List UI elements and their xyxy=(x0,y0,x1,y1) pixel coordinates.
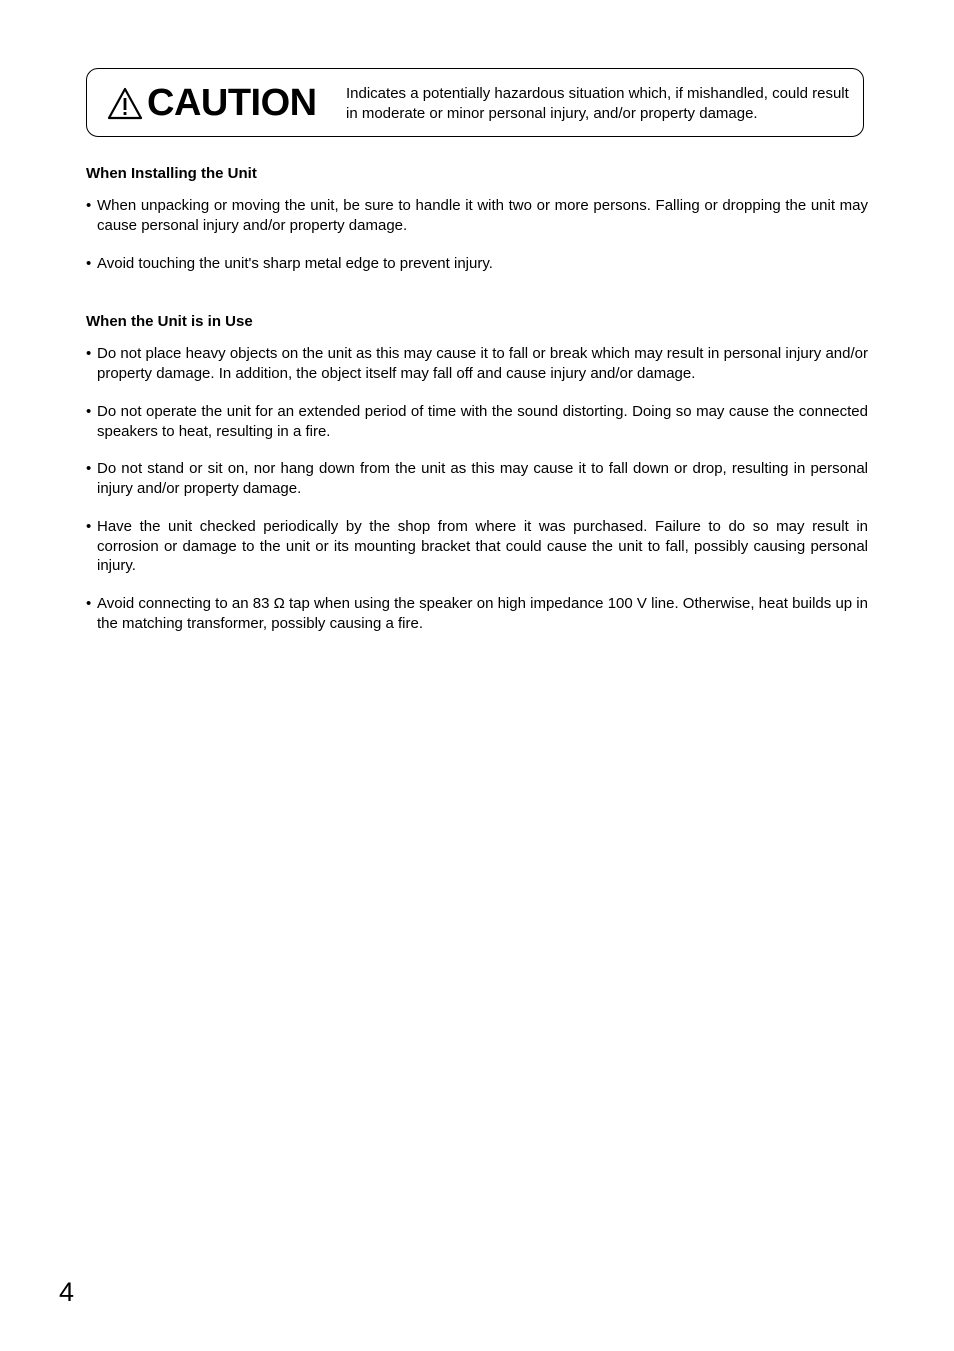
list-item-text: Do not operate the unit for an extended period of time with the sound distorting. Doing so may cause the connected speakers to heat, resulting in a fire. xyxy=(97,403,868,440)
bullet-dot: • xyxy=(86,403,92,420)
list-item-text: Have the unit checked periodically by the shop from where it was purchased. Failure to do so may result in corrosion or damage to the unit or its mounting bracket that could cause the unit to fall, possibly causing personal injury. xyxy=(97,518,868,574)
bullet-dot: • xyxy=(86,460,92,477)
caution-description: Indicates a potentially hazardous situation which, if mishandled, could result in moderate or minor personal injury, and/or property damage. xyxy=(346,85,849,122)
section-heading-installing: When Installing the Unit xyxy=(86,165,257,182)
caution-box xyxy=(86,68,864,137)
list-item-text: When unpacking or moving the unit, be sure to handle it with two or more persons. Falling or dropping the unit may cause personal injury and/or property damage. xyxy=(97,197,868,234)
bullet-dot: • xyxy=(86,255,92,272)
bullet-dot: • xyxy=(86,595,92,612)
list-item xyxy=(86,402,868,441)
bullet-dot: • xyxy=(86,518,92,535)
warning-triangle-icon xyxy=(107,87,143,120)
list-item xyxy=(86,254,868,274)
page-number: 4 xyxy=(59,1277,75,1307)
list-item xyxy=(86,594,868,633)
caution-title: CAUTION xyxy=(147,82,317,124)
list-item xyxy=(86,344,868,383)
list-item-text: Avoid touching the unit's sharp metal edge to prevent injury. xyxy=(97,255,493,272)
list-item-text: Do not place heavy objects on the unit as this may cause it to fall or break which may result in personal injury and/or property damage. In addition, the object itself may fall off and cause injury and/or damage. xyxy=(97,345,868,382)
bullet-dot: • xyxy=(86,345,92,362)
section-heading-in-use: When the Unit is in Use xyxy=(86,313,253,330)
list-item xyxy=(86,517,868,576)
list-item-text: Avoid connecting to an 83 Ω tap when using the speaker on high impedance 100 V line. Otherwise, heat builds up in the matching transformer, possibly causing a fire. xyxy=(97,595,868,632)
bullet-dot: • xyxy=(86,197,92,214)
list-item xyxy=(86,196,868,235)
list-item-text: Do not stand or sit on, nor hang down from the unit as this may cause it to fall down or drop, resulting in personal injury and/or property damage. xyxy=(97,460,868,497)
caution-heading xyxy=(107,82,317,124)
list-item xyxy=(86,459,868,498)
